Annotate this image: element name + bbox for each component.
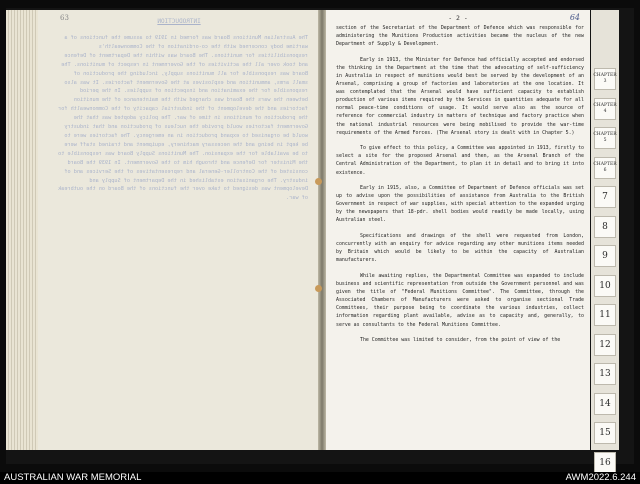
tab-label: 14 xyxy=(599,398,611,409)
tab-label: CHAPTER xyxy=(593,132,617,137)
chapter-tab[interactable] xyxy=(594,157,616,179)
tab-label: 5 xyxy=(603,138,607,143)
paragraph: While awaiting replies, the Departmental Committee was expanded to include business and scientific representation from outside the Government personnel and was given the title of "Federal Munitions Committee". The Committee, through the Associated Chambers of Manufacturers were asked to organise sectional Trade Committees, their purpose being to coordinate the various industries, collect information regarding plant available, advise as to capacity and, generally, to serve as consultants to the Federal Munitions Committee. xyxy=(336,272,584,328)
footer-bar xyxy=(0,472,640,484)
tab-label: 13 xyxy=(599,369,611,379)
chapter-tab[interactable] xyxy=(594,393,616,415)
left-folio: 63 xyxy=(60,14,69,22)
tab-label: 16 xyxy=(599,457,611,468)
chapter-tab[interactable] xyxy=(594,245,616,267)
chapter-tab[interactable] xyxy=(594,127,616,149)
tab-label: 9 xyxy=(602,251,608,261)
page-edges xyxy=(6,10,40,450)
chapter-tab[interactable] xyxy=(594,186,616,208)
chapter-tab[interactable] xyxy=(594,98,616,120)
tab-label: 3 xyxy=(603,79,607,84)
tab-label: 12 xyxy=(599,339,611,350)
paragraph: Early in 1915, also, a Committee of Department of Defence officials was set up to advise upon the possibilities of assistance from Australia to the British Government in respect of war supplies, with special attention to the expanded urging by the newspapers that 18-pdr. shell bodies would readily be made locally, using Australian steel. xyxy=(336,185,584,224)
body-text xyxy=(336,24,584,352)
tab-label: CHAPTER xyxy=(593,102,617,108)
chapter-tab[interactable] xyxy=(594,216,616,238)
paragraph: section of the Secretariat of the Department of Defence which was responsible for administering the Munitions Production activities became the nucleus of the new Department of Supply & Development. xyxy=(336,25,584,48)
tab-label: 10 xyxy=(599,280,611,291)
mirror-text: The Australian Munitions Board was formed in 1919 to assume the functions of a wartime body concerned with the co-ordination of the Commonwealth's responsibilities for munitions. The Board was within the Department of Defence and took over all the activities of the Government in respect of munitions. The Board was responsible for all munitions supply, including the production of small arms, ammunition and explosives at the Government factories. It was also responsible for the examination and inspection of supplies. In the period between the wars the Board was charged with the maintenance of the munition factories and the development of the industrial capacity of the Commonwealth for the production of munitions in time of war. The policy adopted was that the Government factories would provide the nucleus of production and that industry would be organised to expand production in an emergency. The factories were to be kept in being and the necessary machinery, equipment and trained staff were to be available for the expansion. The Munitions Supply Board was responsible to the Minister for Defence and through him to the Government. In 1939 the Board consisted of the Controller-General and representatives of the Services and of industry. The organisation established in the Department of Supply and Development was designed to take over the functions of the Board on the outbreak of war. xyxy=(55,35,308,202)
chapter-tab[interactable] xyxy=(594,363,616,385)
tab-label: CHAPTER xyxy=(593,161,617,167)
chapter-tab[interactable] xyxy=(594,304,616,326)
paragraph: Specifications and drawings of the shell were requested from London, concurrently with an enquiry for advice regarding any other munitions items needed by Britain which would be likely to be within the capacity of Australian manufacturers. xyxy=(336,233,584,264)
gutter xyxy=(318,10,326,450)
binding-hole xyxy=(315,178,322,185)
institution-name: AUSTRALIAN WAR MEMORIAL xyxy=(4,472,142,483)
tab-label: 8 xyxy=(602,221,608,232)
page-number: - 2 - xyxy=(448,14,468,22)
paragraph: The Committee was limited to consider, from the point of view of the xyxy=(360,337,561,344)
chapter-tabs xyxy=(591,10,619,468)
chapter-tab[interactable] xyxy=(594,68,616,90)
right-folio: 64 xyxy=(569,13,580,22)
chapter-tab[interactable] xyxy=(594,334,616,356)
left-page xyxy=(38,10,320,450)
tab-label: 11 xyxy=(599,310,611,320)
tab-label: 4 xyxy=(603,108,607,114)
binding-hole xyxy=(315,285,322,292)
chapter-tab[interactable] xyxy=(594,275,616,297)
right-page xyxy=(326,10,590,450)
paragraph: Early in 1913, the Minister for Defence had officially accepted and endorsed the thinking in the Department at the time that the advocating of self-sufficiency in Australia in respect of munitions would best be served by the development of an Arsenal, comprising a group of factories and laboratories at the one location. It was contemplated that the Arsenal would have sufficient capacity to establish production of various items required by the Services in quantities adequate for all normal peace-time conditions of usage. It would serve also as the source of reference for commercial industry in matters of technique and factory practice when the national industrial resources were being mobilised to provide the war-time requirements of the Armed Forces. (The Arsenal story is dealt with in Chapter 5.) xyxy=(336,56,584,136)
tab-label: 15 xyxy=(599,428,611,438)
tab-label: CHAPTER xyxy=(593,73,617,78)
paragraph: To give effect to this policy, a Committee was appointed in 1913, firstly to select a site for the proposed Arsenal and then, as the Arsenal Branch of the Central Administration of the Department, to plan it in detail and to bring it into existence. xyxy=(336,145,584,176)
tab-label: 7 xyxy=(602,192,608,202)
tab-label: 6 xyxy=(603,167,607,173)
mirror-title: INTRODUCTION xyxy=(157,18,201,25)
chapter-tab[interactable] xyxy=(594,452,616,474)
accession-number: AWM2022.6.244 xyxy=(565,472,636,483)
chapter-tab[interactable] xyxy=(594,422,616,444)
